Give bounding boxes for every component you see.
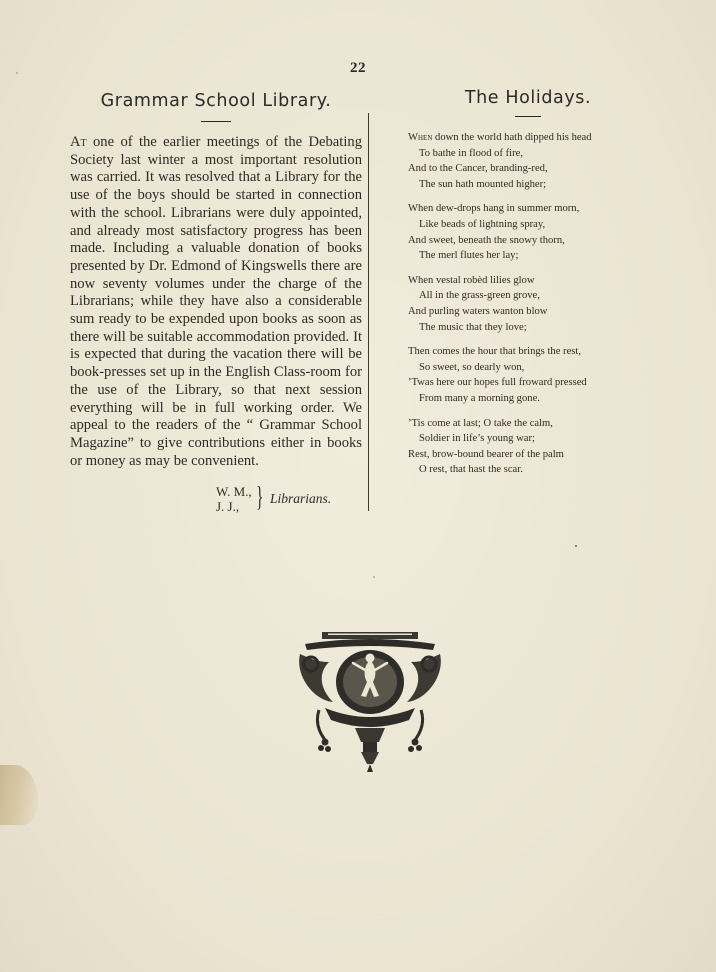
poem-body [408, 130, 648, 478]
holidays-poem-heading: The Holidays. [464, 88, 592, 108]
poem-line: And to the Cancer, branding-red, [408, 163, 548, 175]
poem-line: So sweet, so dearly won, [419, 361, 525, 373]
signature-name-1: W. M., [216, 484, 252, 500]
poem-stanza [408, 201, 648, 263]
library-article-body [70, 134, 362, 470]
poem-line: All in the grass-green grove, [419, 290, 540, 302]
signature-names [216, 484, 252, 514]
paper-speck [16, 72, 18, 74]
poem-stanza [408, 130, 648, 192]
poem-first-word: When [408, 132, 433, 143]
paper-speck [575, 545, 577, 547]
poem-line: Rest, brow-bound bearer of the palm [408, 448, 564, 460]
poem-line: And purling waters wanton blow [408, 305, 548, 317]
heading-rule [515, 116, 541, 117]
poem-line: To bathe in flood of fire, [419, 147, 523, 159]
decorative-vignette [295, 630, 445, 775]
poem-line: The sun hath mounted higher; [419, 178, 547, 190]
poem-stanza [408, 273, 648, 335]
heading-rule [201, 121, 231, 122]
library-article-text: one of the earlier meetings of the Debating Society last winter a most important resolution was carried. It was resolved that a Library for the use of the boys should be started in connection with the school. Librarians were duly appointed, and already most satisfactory progress has been made. Including a valuable donation of books presented by Dr. Edmond of Kingswells there are now seventy volumes under the charge of the Librarians; while they have also a considerable sum ready to be expended upon books as soon as there will be suitable accommodation provided. It is expected that during the vacation there will be book-presses set up in the English Class-room for the use of the Library, so that next session everything will be in full working order. We appeal to the readers of the “ Grammar School Magazine” to give contributions either in books or money as may be convenient. [70, 134, 362, 469]
signature-brace: } [256, 482, 264, 514]
poem-line-text: down the world hath dipped his head [432, 132, 592, 143]
poem-line: Soldier in life’s young war; [419, 433, 535, 445]
page-corner-damage [0, 765, 38, 825]
column-divider [368, 113, 369, 511]
library-article [70, 88, 362, 520]
poem-line [408, 130, 648, 146]
library-article-first-word: At [70, 134, 87, 150]
librarians-signature [70, 484, 362, 520]
holidays-poem [408, 88, 648, 487]
poem-line: O rest, that hast the scar. [419, 464, 523, 476]
poem-line: ’Tis come at last; O take the calm, [408, 417, 553, 429]
page-number: 22 [350, 60, 366, 76]
poem-line: Like beads of lightning spray, [419, 218, 546, 230]
poem-line: The music that they love; [419, 321, 527, 333]
poem-line: The merl flutes her lay; [419, 250, 519, 262]
poem-line: ’Twas here our hopes full froward pressed [408, 377, 587, 389]
poem-line: From many a morning gone. [419, 392, 540, 404]
poem-line: And sweet, beneath the snowy thorn, [408, 234, 565, 246]
paper-speck [373, 576, 375, 578]
library-article-heading: Grammar School Library. [100, 91, 332, 111]
poem-stanza [408, 416, 648, 478]
poem-line: Then comes the hour that brings the rest, [408, 346, 581, 358]
signature-role: Librarians. [270, 491, 332, 507]
poem-line: When dew-drops hang in summer morn, [408, 203, 580, 215]
signature-name-2: J. J., [216, 499, 240, 515]
poem-line: When vestal robèd lilies glow [408, 274, 535, 286]
poem-stanza [408, 344, 648, 406]
